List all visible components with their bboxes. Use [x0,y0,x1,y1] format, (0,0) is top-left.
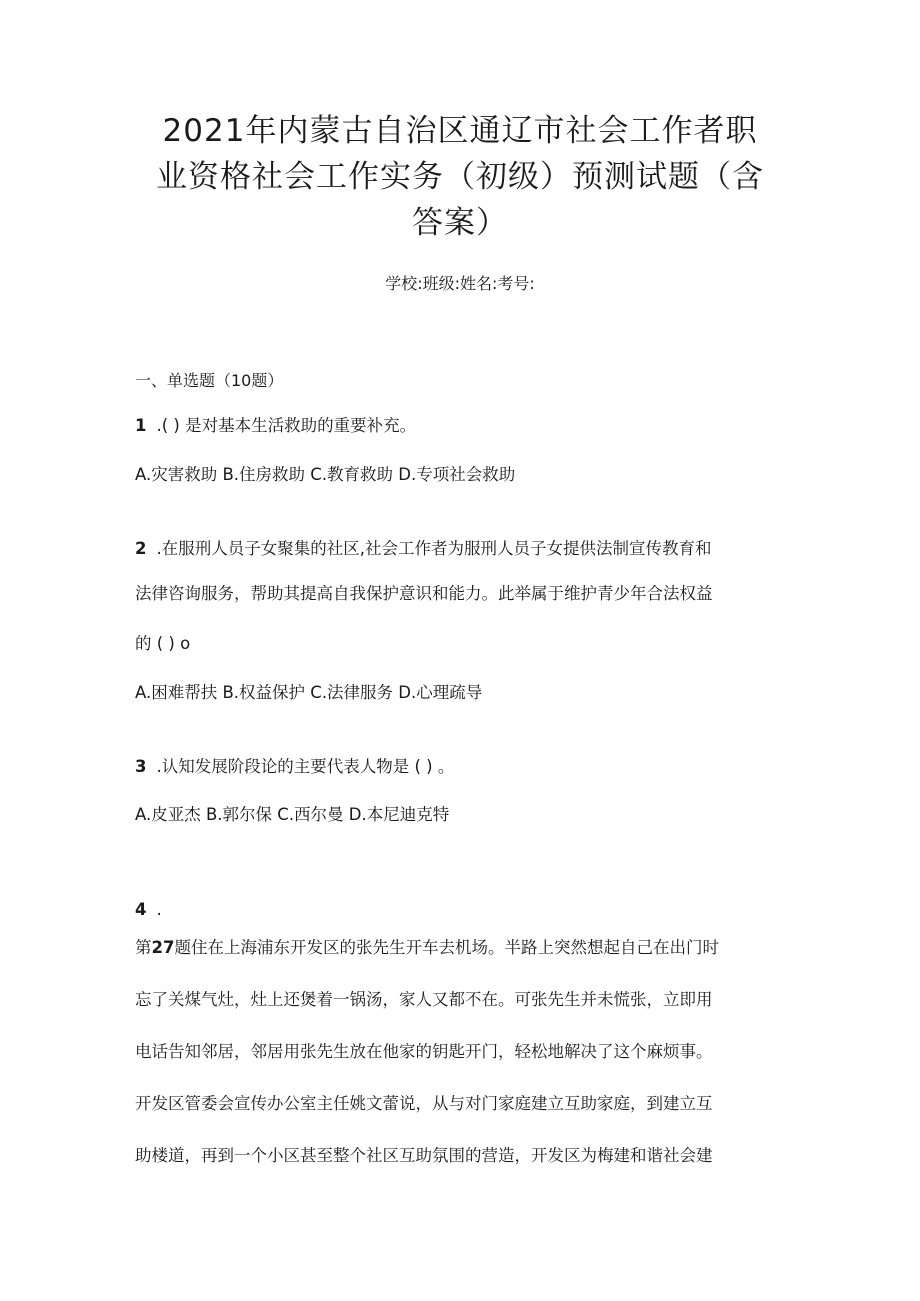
paragraph-number: 27 [151,938,175,957]
title-line-3: 答案） [412,205,508,241]
paragraph-line-1-text: 题住在上海浦东开发区的张先生开车去机场。半路上突然想起自己在出门时 [174,938,719,957]
paragraph-line-3: 电话告知邻居，邻居用张先生放在他家的钥匙开门，轻松地解决了这个麻烦事。 [135,1042,713,1061]
title-line-1: 2021年内蒙古自治区通辽市社会工作者职 [162,113,758,149]
question-1 [135,416,416,436]
question-2-line-2: 法律咨询服务，帮助其提高自我保护意识和能力。此举属于维护青少年合法权益 [135,584,713,603]
question-4-paragraph [135,938,795,1166]
question-1-options: A.灾害救助 B.住房救助 C.教育救助 D.专项社会救助 [135,465,516,484]
question-2-line-3: 的 ( ) o [135,634,191,653]
paragraph-line-2: 忘了关煤气灶，灶上还煲着一锅汤，家人又都不在。可张先生并未慌张，立即用 [135,990,713,1009]
paragraph-prefix: 第 [135,938,152,957]
question-text: . [156,900,162,919]
paragraph-line-5: 助楼道，再到一个小区甚至整个社区互助氛围的营造，开发区为梅建和谐社会建 [135,1146,713,1165]
question-text: .( ) 是对基本生活救助的重要补充。 [156,416,417,435]
question-3 [135,757,454,777]
question-number: 3 [135,757,147,776]
student-info-line: 学校:班级:姓名:考号: [385,274,535,293]
question-number: 4 [135,900,147,919]
question-text-line-1: .在服刑人员子女聚集的社区,社会工作者为服刑人员子女提供法制宣传教育和 [156,539,712,558]
paragraph-line-4: 开发区管委会宣传办公室主任姚文蕾说，从与对门家庭建立互助家庭，到建立互 [135,1094,713,1113]
paragraph-line-1 [135,938,795,958]
document-title [120,108,800,246]
question-number: 1 [135,416,147,435]
question-2 [135,539,711,559]
question-3-options: A.皮亚杰 B.郭尔保 C.西尔曼 D.本尼迪克特 [135,805,450,824]
title-line-2: 业资格社会工作实务（初级）预测试题（含 [156,159,764,195]
question-4 [135,900,162,920]
question-text: .认知发展阶段论的主要代表人物是 ( ) 。 [156,757,455,776]
section-heading: 一、单选题（10题） [135,371,284,390]
question-2-options: A.困难帮扶 B.权益保护 C.法律服务 D.心理疏导 [135,683,483,702]
question-number: 2 [135,539,147,558]
